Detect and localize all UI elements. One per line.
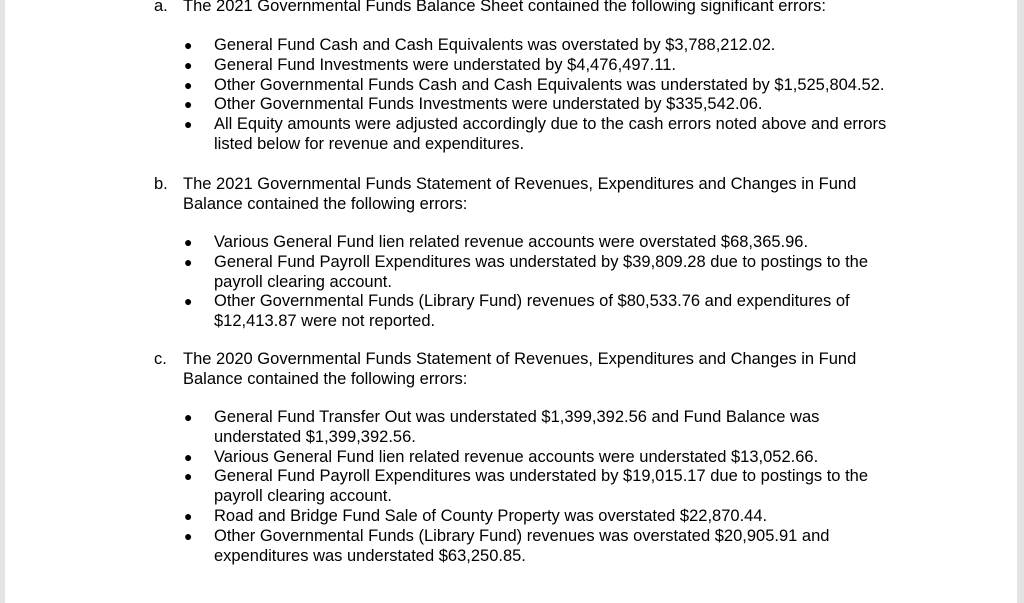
list-item-text: Various General Fund lien related revenue accounts were understated $13,052.66. — [214, 447, 819, 466]
list-item — [5, 467, 1017, 507]
bullet-icon: ● — [184, 253, 193, 270]
section-b-bullet-list — [5, 233, 1017, 332]
list-item-text: Other Governmental Funds Cash and Cash Equivalents was understated by $1,525,804.52. — [214, 75, 885, 94]
list-item — [5, 56, 1017, 76]
bullet-icon: ● — [184, 448, 193, 465]
section-b-letter: b. — [154, 175, 168, 193]
section-a-bullet-list — [5, 36, 1017, 155]
section-c-intro: The 2020 Governmental Funds Statement of Revenues, Expenditures and Changes in Fund Balance contained the following errors: — [183, 350, 857, 388]
list-item-text: Other Governmental Funds Investments were understated by $335,542.06. — [214, 95, 763, 114]
list-item-text: All Equity amounts were adjusted accordingly due to the cash errors noted above and errors listed below for revenue and expenditures. — [214, 115, 887, 153]
list-item — [5, 527, 1017, 567]
section-b-intro: The 2021 Governmental Funds Statement of Revenues, Expenditures and Changes in Fund Balance contained the following errors: — [183, 175, 857, 213]
list-item-text: Other Governmental Funds (Library Fund) revenues of $80,533.76 and expenditures of $12,413.87 were not reported. — [214, 292, 850, 331]
bullet-icon: ● — [184, 507, 193, 524]
bullet-icon: ● — [184, 96, 193, 113]
list-item-text: General Fund Payroll Expenditures was understated by $39,809.28 due to postings to the payroll clearing account. — [214, 252, 869, 291]
list-item — [5, 448, 1017, 468]
list-item — [5, 95, 1017, 115]
document-page — [5, 0, 1017, 603]
bullet-icon: ● — [184, 527, 193, 544]
list-item — [5, 253, 1017, 293]
list-item-text: Other Governmental Funds (Library Fund) revenues was overstated $20,905.91 and expenditures was understated $63,250.85. — [214, 526, 830, 565]
list-item — [5, 408, 1017, 448]
list-item — [5, 115, 1017, 155]
list-item — [5, 76, 1017, 96]
list-item — [5, 292, 1017, 332]
bullet-icon: ● — [184, 293, 193, 310]
list-item-text: General Fund Transfer Out was understated $1,399,392.56 and Fund Balance was understated $1,399,392.56. — [214, 408, 820, 446]
list-item — [5, 36, 1017, 56]
list-item-text: General Fund Payroll Expenditures was understated by $19,015.17 due to postings to the payroll clearing account. — [214, 467, 869, 506]
section-a-intro: The 2021 Governmental Funds Balance Sheet contained the following significant errors: — [183, 0, 826, 15]
section-c-bullet-list — [5, 408, 1017, 566]
list-item — [5, 233, 1017, 253]
bullet-icon: ● — [184, 56, 193, 73]
list-item-text: General Fund Cash and Cash Equivalents was overstated by $3,788,212.02. — [214, 36, 776, 54]
bullet-icon: ● — [184, 234, 193, 250]
section-c-letter: c. — [154, 350, 167, 368]
list-item — [5, 507, 1017, 527]
bullet-icon: ● — [184, 468, 193, 485]
bullet-icon: ● — [184, 37, 193, 53]
bullet-icon: ● — [184, 76, 193, 93]
list-item-text: Road and Bridge Fund Sale of County Property was overstated $22,870.44. — [214, 506, 768, 525]
list-item-text: Various General Fund lien related revenue accounts were overstated $68,365.96. — [214, 233, 809, 251]
bullet-icon: ● — [184, 409, 193, 425]
bullet-icon: ● — [184, 116, 193, 133]
section-a-letter: a. — [154, 0, 168, 15]
list-item-text: General Fund Investments were understated by $4,476,497.11. — [214, 55, 676, 74]
